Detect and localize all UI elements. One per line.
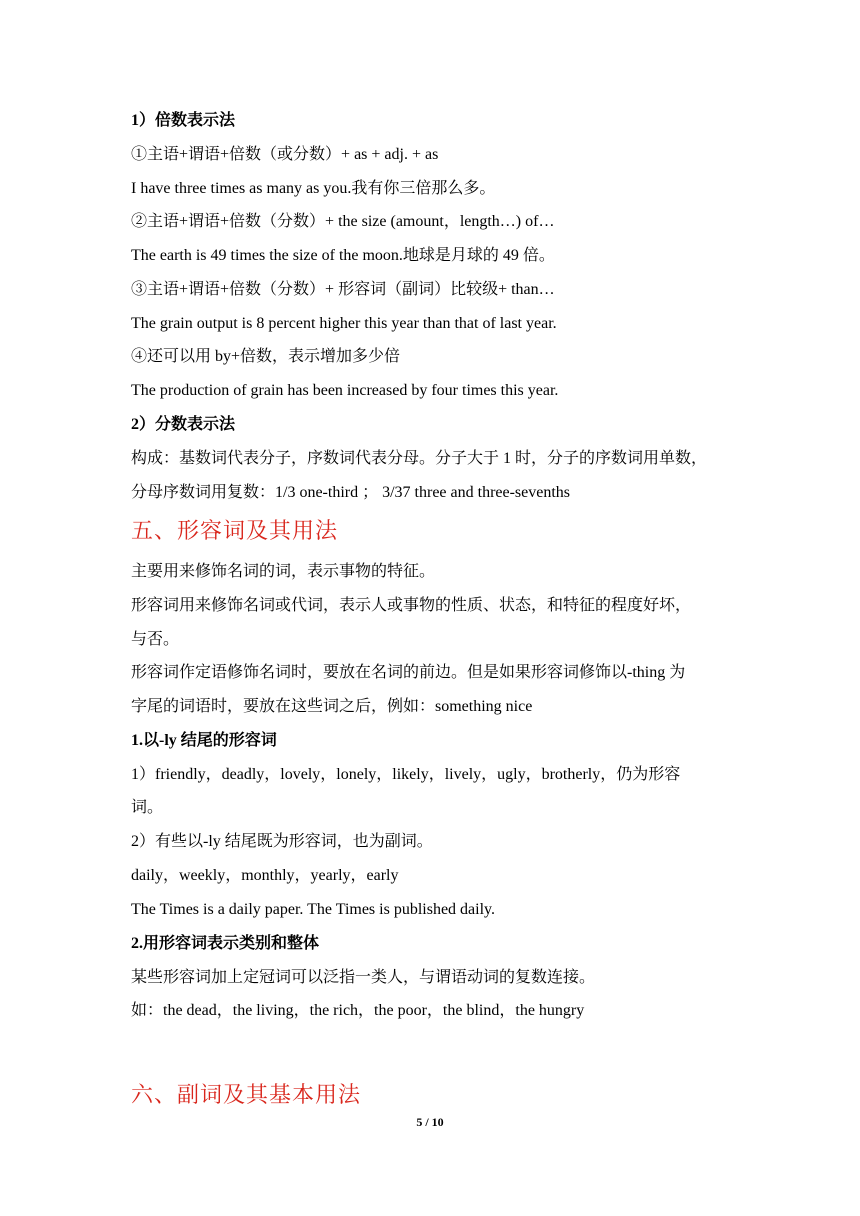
text-line: 形容词作定语修饰名词时，要放在名词的前边。但是如果形容词修饰以-thing 为 — [131, 664, 686, 681]
text-line: 2）有些以-ly 结尾既为形容词，也为副词。 — [131, 833, 433, 850]
text-line: ④还可以用 by+倍数，表示增加多少倍 — [131, 348, 401, 365]
text-line: I have three times as many as you.我有你三倍那么多。 — [131, 180, 496, 197]
text-line: 主要用来修饰名词的词，表示事物的特征。 — [131, 563, 436, 580]
text-line: daily，weekly，monthly，yearly，early — [131, 867, 399, 884]
text-line: The grain output is 8 percent higher this year than that of last year. — [131, 315, 557, 332]
text-line: The earth is 49 times the size of the moon.地球是月球的 49 倍。 — [131, 247, 555, 264]
text-line: 词。 — [131, 799, 164, 816]
text-line: 形容词用来修饰名词或代词，表示人或事物的性质、状态，和特征的程度好坏， — [131, 597, 692, 614]
subheading-ly-adjectives: 1.以-ly 结尾的形容词 — [131, 732, 277, 749]
text-line: 与否。 — [131, 631, 180, 648]
page-number: 5 / 10 — [416, 1115, 444, 1129]
text-line: 某些形容词加上定冠词可以泛指一类人，与谓语动词的复数连接。 — [131, 969, 596, 986]
text-line: 构成：基数词代表分子，序数词代表分母。分子大于 1 时，分子的序数词用单数， — [131, 450, 708, 467]
section-heading-adverbs: 六、副词及其基本用法 — [131, 1083, 362, 1108]
text-line: 1）friendly，deadly，lovely，lonely，likely，lively，ugly，brotherly，仍为形容 — [131, 766, 681, 783]
section-heading-adjectives: 五、形容词及其用法 — [131, 519, 339, 544]
text-line: ③主语+谓语+倍数（分数）+ 形容词（副词）比较级+ than… — [131, 281, 555, 298]
subheading-fractions: 2）分数表示法 — [131, 416, 236, 433]
text-line: The Times is a daily paper. The Times is published daily. — [131, 901, 495, 918]
text-line: ①主语+谓语+倍数（或分数）+ as + adj. + as — [131, 146, 439, 163]
text-line: The production of grain has been increased by four times this year. — [131, 382, 559, 399]
text-line: 字尾的词语时，要放在这些词之后，例如：something nice — [131, 698, 533, 715]
subheading-category: 2.用形容词表示类别和整体 — [131, 935, 320, 952]
text-line: 分母序数词用复数：1/3 one-third ； 3/37 three and three-sevenths — [131, 484, 571, 501]
subheading-multiples: 1）倍数表示法 — [131, 112, 236, 129]
text-line: 如：the dead，the living，the rich，the poor，the blind，the hungry — [131, 1002, 585, 1019]
text-line: ②主语+谓语+倍数（分数）+ the size (amount，length…) of… — [131, 213, 555, 230]
